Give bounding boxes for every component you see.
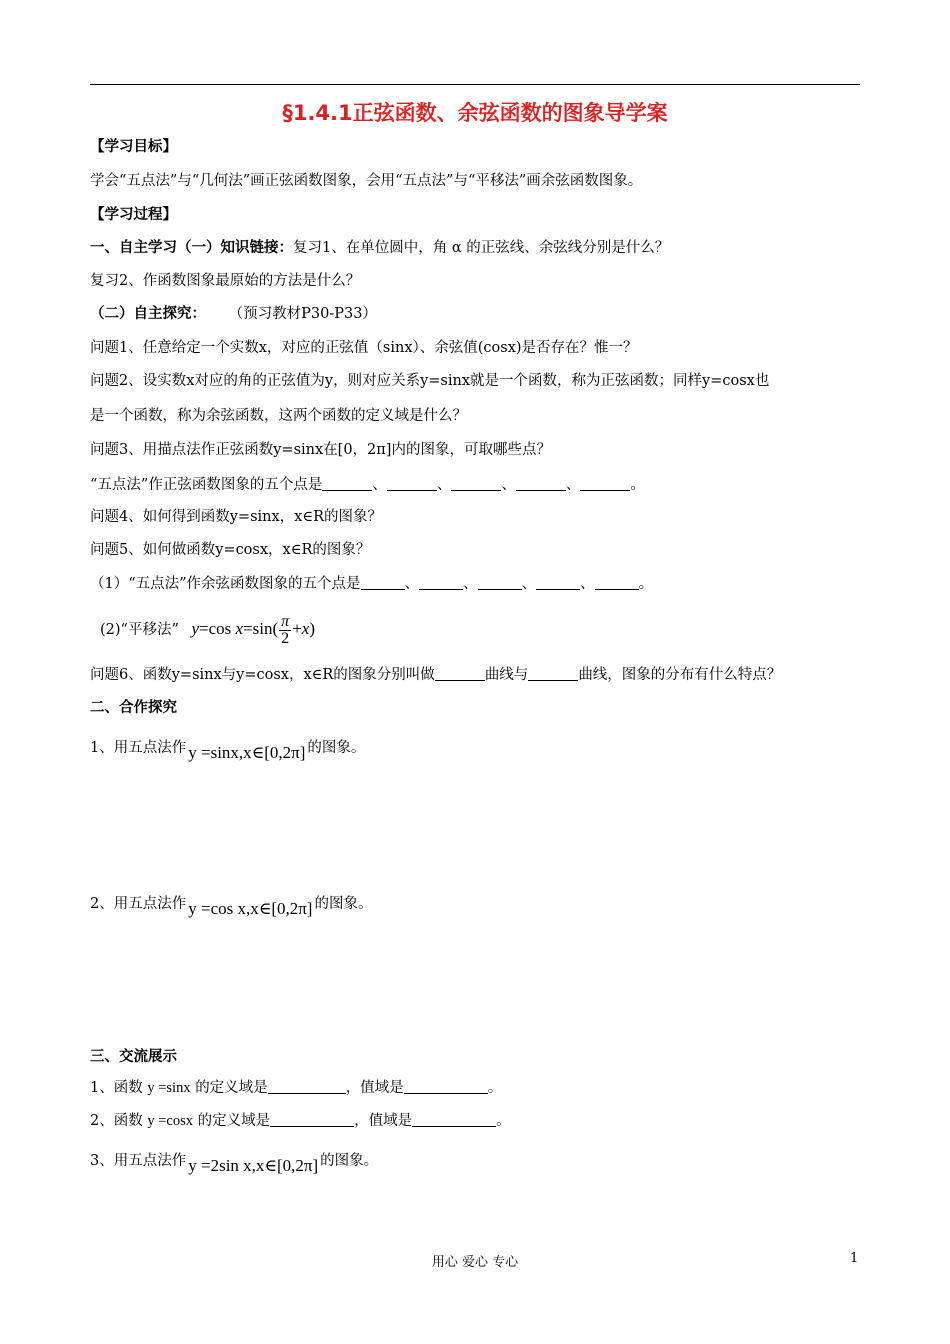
question-3: 问题3、用描点法作正弦函数y=sinx在[0，2π]内的图象，可取哪些点？ [90, 442, 551, 458]
coop-task-2: 2、用五点法作 y =cos x,x∈[0,2π] 的图象。 [90, 896, 373, 918]
answer-blank[interactable] [268, 1079, 346, 1094]
answer-blank[interactable] [580, 476, 630, 491]
answer-blank[interactable] [419, 575, 463, 590]
question-2-line-1: 问题2、设实数x对应的角的正弦值为y，则对应关系y=sinx就是一个函数，称为正弦函数；同样y=cosx也 [90, 373, 770, 389]
ex2-formula: y =cosx [147, 1113, 193, 1129]
answer-blank[interactable] [516, 476, 566, 491]
question-4: 问题4、如何得到函数y=sinx，x∈R的图象？ [90, 509, 382, 525]
exercise-3: 3、用五点法作 y =2sin x,x∈[0,2π] 的图象。 [90, 1153, 379, 1175]
explore-note: （预习教材P30-P33） [228, 306, 377, 322]
separator: 、 [436, 477, 452, 493]
coop2-formula: y =cos x,x∈[0,2π] [188, 899, 313, 918]
review1-text: 复习1、在单位圆中，角 α 的正弦线、余弦线分别是什么？ [293, 240, 670, 256]
separator: 。 [630, 477, 645, 493]
answer-blank[interactable] [528, 666, 578, 681]
section2-heading: 二、合作探究 [90, 700, 177, 716]
answer-blank[interactable] [322, 476, 372, 491]
section1-heading: 一、自主学习（一）知识链接： [90, 240, 293, 256]
five-cos-prefix: （1）“五点法”作余弦函数图象的五个点是 [90, 576, 361, 592]
separator: 、 [580, 576, 595, 592]
process-heading: 【学习过程】 [90, 207, 177, 223]
separator: 、 [372, 477, 387, 493]
question-5: 问题5、如何做函数y=cosx，x∈R的图象？ [90, 542, 371, 558]
page-number: 1 [850, 1251, 859, 1266]
answer-blank[interactable] [536, 575, 580, 590]
answer-blank[interactable] [387, 476, 437, 491]
goals-heading: 【学习目标】 [90, 139, 177, 155]
question-1: 问题1、任意给定一个实数x，对应的正弦值（sinx）、余弦值(cosx)是否存在？惟一？ [90, 340, 638, 356]
question-2-line-2: 是一个函数，称为余弦函数，这两个函数的定义域是什么？ [90, 408, 467, 424]
separator: 。 [638, 576, 654, 592]
answer-blank[interactable] [404, 1079, 488, 1094]
explore-heading: （二）自主探究： [90, 306, 206, 322]
shift-formula: y=cos x=sin( $\frac{\pi}{2}$ +x) [191, 612, 315, 647]
review2-text: 复习2、作函数图象最原始的方法是什么？ [90, 273, 361, 289]
answer-blank[interactable] [412, 1112, 496, 1127]
ex3-formula: y =2sin x,x∈[0,2π] [188, 1156, 319, 1175]
answer-blank[interactable] [270, 1112, 354, 1127]
goals-text: 学会“五点法”与“几何法”画正弦函数图象，会用“五点法”与“平移法”画余弦函数图象。 [90, 173, 643, 189]
header-rule [90, 84, 860, 85]
section3-heading: 三、交流展示 [90, 1049, 177, 1065]
shift-prefix: (2)“平移法” [100, 622, 179, 638]
exercise-2: 2、函数 y =cosx 的定义域是 ，值域是 。 [90, 1113, 511, 1129]
exercise-1: 1、函数 y =sinx 的定义域是 ，值域是 。 [90, 1080, 503, 1096]
separator: 、 [521, 576, 537, 592]
five-point-cos-line [90, 574, 653, 594]
page-footer: 用心 爱心 专心 [431, 1255, 519, 1270]
page-title: §1.4.1正弦函数、余弦函数的图象导学案 [282, 101, 668, 125]
five-sin-prefix: “五点法”作正弦函数图象的五个点是 [90, 477, 323, 493]
coop1-formula: y =sinx,x∈[0,2π] [188, 743, 306, 762]
separator: 、 [404, 576, 420, 592]
pi-over-2-fraction: $\frac{\pi}{2}$ [281, 612, 290, 647]
separator: 、 [565, 477, 581, 493]
coop-task-1: 1、用五点法作 y =sinx,x∈[0,2π] 的图象。 [90, 740, 366, 762]
answer-blank[interactable] [361, 575, 405, 590]
separator: 、 [501, 477, 516, 493]
explore-line [90, 304, 377, 324]
answer-blank[interactable] [595, 575, 639, 590]
answer-blank[interactable] [435, 666, 485, 681]
separator: 、 [463, 576, 478, 592]
five-point-sin-line [90, 475, 645, 495]
answer-blank[interactable] [451, 476, 501, 491]
shift-method-line [100, 612, 315, 647]
ex1-formula: y =sinx [147, 1080, 191, 1096]
question-6: 问题6、函数y=sinx与y=cosx，x∈R的图象分别叫做 曲线与 曲线，图象的分布有什么特点？ [90, 667, 782, 683]
review-line-1 [90, 238, 669, 258]
answer-blank[interactable] [478, 575, 522, 590]
